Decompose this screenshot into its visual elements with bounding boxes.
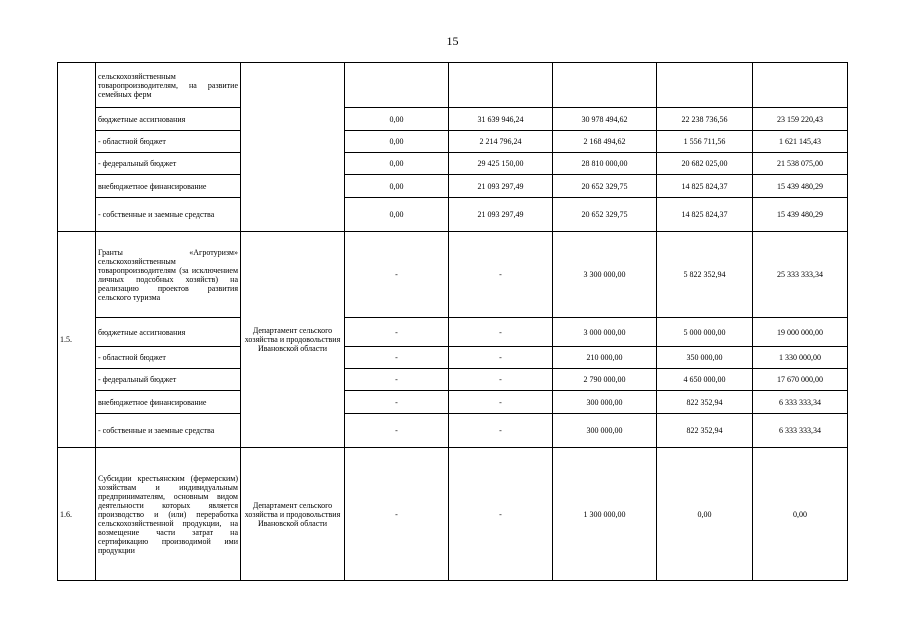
value-cell: 2 168 494,62 bbox=[553, 131, 657, 153]
row-label: - федеральный бюджет bbox=[96, 153, 241, 175]
table-row bbox=[58, 414, 848, 448]
value-cell: 0,00 bbox=[345, 198, 449, 232]
table-row bbox=[58, 175, 848, 198]
value-cell: 5 000 000,00 bbox=[657, 318, 753, 347]
value-cell: 1 621 145,43 bbox=[753, 131, 848, 153]
value-cell: 14 825 824,37 bbox=[657, 198, 753, 232]
table-row bbox=[58, 347, 848, 369]
value-cell: 2 790 000,00 bbox=[553, 369, 657, 391]
value-cell: 6 333 333,34 bbox=[753, 414, 848, 448]
value-cell: 21 538 075,00 bbox=[753, 153, 848, 175]
value-cell bbox=[753, 63, 848, 108]
table-row bbox=[58, 131, 848, 153]
row-label: внебюджетное финансирование bbox=[96, 391, 241, 414]
value-cell: 822 352,94 bbox=[657, 391, 753, 414]
value-cell: 5 822 352,94 bbox=[657, 232, 753, 318]
value-cell: 0,00 bbox=[345, 175, 449, 198]
value-cell: - bbox=[449, 448, 553, 581]
row-label: - собственные и заемные средства bbox=[96, 414, 241, 448]
value-cell: - bbox=[449, 369, 553, 391]
value-cell: 20 652 329,75 bbox=[553, 175, 657, 198]
executor-cell bbox=[241, 63, 345, 232]
value-cell: 20 682 025,00 bbox=[657, 153, 753, 175]
row-label: бюджетные ассигнования bbox=[96, 318, 241, 347]
value-cell: 0,00 bbox=[345, 153, 449, 175]
value-cell: 0,00 bbox=[657, 448, 753, 581]
value-cell: 17 670 000,00 bbox=[753, 369, 848, 391]
row-label: - областной бюджет bbox=[96, 131, 241, 153]
value-cell: 19 000 000,00 bbox=[753, 318, 848, 347]
value-cell: 23 159 220,43 bbox=[753, 108, 848, 131]
row-label: - собственные и заемные средства bbox=[96, 198, 241, 232]
value-cell: - bbox=[345, 347, 449, 369]
value-cell: - bbox=[345, 448, 449, 581]
value-cell: 6 333 333,34 bbox=[753, 391, 848, 414]
table-row bbox=[58, 448, 848, 581]
value-cell: 3 000 000,00 bbox=[553, 318, 657, 347]
value-cell: 300 000,00 bbox=[553, 391, 657, 414]
row-label: бюджетные ассигнования bbox=[96, 108, 241, 131]
value-cell: 210 000,00 bbox=[553, 347, 657, 369]
value-cell: 15 439 480,29 bbox=[753, 198, 848, 232]
value-cell: 300 000,00 bbox=[553, 414, 657, 448]
item-code-cell: 1.6. bbox=[58, 448, 96, 581]
value-cell: - bbox=[449, 414, 553, 448]
executor-cell: Департамент сельского хозяйства и продовольствия Ивановской области bbox=[241, 448, 345, 581]
value-cell: - bbox=[449, 318, 553, 347]
value-cell: 30 978 494,62 bbox=[553, 108, 657, 131]
value-cell: 29 425 150,00 bbox=[449, 153, 553, 175]
page-number: 15 bbox=[446, 34, 459, 48]
row-label: внебюджетное финансирование bbox=[96, 175, 241, 198]
value-cell: 822 352,94 bbox=[657, 414, 753, 448]
value-cell: 28 810 000,00 bbox=[553, 153, 657, 175]
table-row bbox=[58, 63, 848, 108]
row-label: - областной бюджет bbox=[96, 347, 241, 369]
value-cell: 1 330 000,00 bbox=[753, 347, 848, 369]
value-cell: 1 556 711,56 bbox=[657, 131, 753, 153]
value-cell: 14 825 824,37 bbox=[657, 175, 753, 198]
table-row bbox=[58, 232, 848, 318]
row-label: сельскохозяйственным товаропроизводителям, на развитие семейных ферм bbox=[96, 63, 241, 108]
value-cell: - bbox=[345, 369, 449, 391]
table-row bbox=[58, 318, 848, 347]
table-row bbox=[58, 198, 848, 232]
value-cell: 2 214 796,24 bbox=[449, 131, 553, 153]
value-cell: 3 300 000,00 bbox=[553, 232, 657, 318]
value-cell bbox=[553, 63, 657, 108]
value-cell: - bbox=[345, 391, 449, 414]
value-cell: 350 000,00 bbox=[657, 347, 753, 369]
value-cell: 20 652 329,75 bbox=[553, 198, 657, 232]
value-cell: 22 238 736,56 bbox=[657, 108, 753, 131]
item-code-cell: 1.5. bbox=[58, 232, 96, 448]
table-row bbox=[58, 153, 848, 175]
value-cell: 1 300 000,00 bbox=[553, 448, 657, 581]
table-row bbox=[58, 369, 848, 391]
value-cell: 21 093 297,49 bbox=[449, 175, 553, 198]
value-cell bbox=[449, 63, 553, 108]
value-cell: - bbox=[345, 318, 449, 347]
value-cell: - bbox=[449, 391, 553, 414]
value-cell: 21 093 297,49 bbox=[449, 198, 553, 232]
value-cell: 4 650 000,00 bbox=[657, 369, 753, 391]
value-cell: 0,00 bbox=[345, 108, 449, 131]
item-code-cell bbox=[58, 63, 96, 232]
executor-cell: Департамент сельского хозяйства и продовольствия Ивановской области bbox=[241, 232, 345, 448]
table-row bbox=[58, 108, 848, 131]
row-label: Гранты «Агротуризм» сельскохозяйственным товаропроизводителям (за исключением личных подсобных хозяйств) на реализацию проектов развития сельского туризма bbox=[96, 232, 241, 318]
value-cell: 31 639 946,24 bbox=[449, 108, 553, 131]
value-cell bbox=[657, 63, 753, 108]
value-cell: - bbox=[345, 232, 449, 318]
value-cell: 25 333 333,34 bbox=[753, 232, 848, 318]
value-cell: 15 439 480,29 bbox=[753, 175, 848, 198]
value-cell: 0,00 bbox=[345, 131, 449, 153]
value-cell: - bbox=[449, 232, 553, 318]
row-label: Субсидии крестьянским (фермерским) хозяйствам и индивидуальным предпринимателям, основным видом деятельности которых является производство и (или) переработка сельскохозяйственной продукции, на возмещение части затрат на сертификацию производимой ими продукции bbox=[96, 448, 241, 581]
row-label: - федеральный бюджет bbox=[96, 369, 241, 391]
budget-table bbox=[57, 62, 848, 581]
table-row bbox=[58, 391, 848, 414]
value-cell: - bbox=[345, 414, 449, 448]
value-cell: 0,00 bbox=[753, 448, 848, 581]
value-cell: - bbox=[449, 347, 553, 369]
value-cell bbox=[345, 63, 449, 108]
